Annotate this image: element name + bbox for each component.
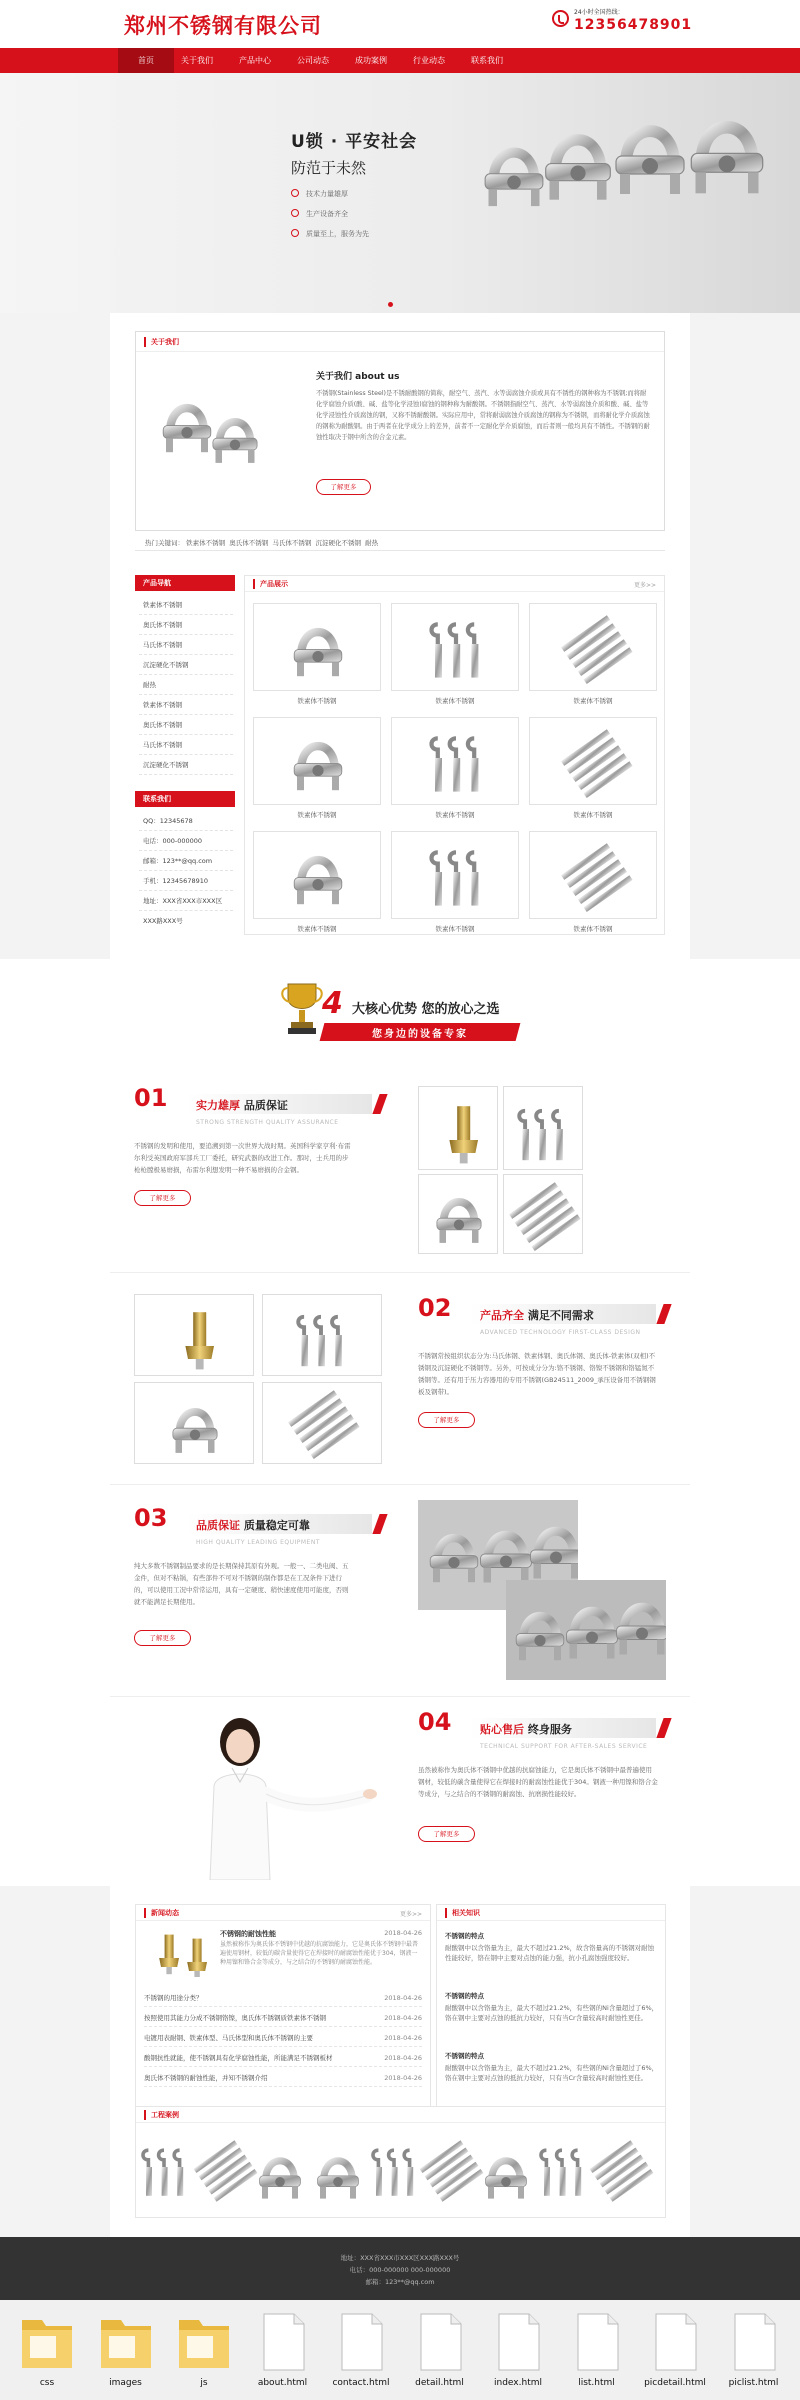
document-icon — [405, 2306, 475, 2376]
file-name: detail.html — [415, 2378, 464, 2388]
sidebar-item-category[interactable]: 马氏体不锈钢 — [139, 735, 233, 755]
advantage-title: 实力雄厚 品质保证 — [196, 1099, 288, 1112]
keyword-link[interactable]: 耐热 — [365, 539, 379, 547]
threaded-rod-icon — [530, 604, 658, 692]
contact-heading: 联系我们 — [135, 791, 235, 807]
nav-item-cases[interactable]: 成功案例 — [355, 56, 387, 65]
divider — [110, 1696, 690, 1697]
file-name: images — [109, 2378, 142, 2388]
advantage-image — [418, 1174, 498, 1254]
advantage-image — [506, 1580, 666, 1680]
banner-subtitle: 防范于未然 — [291, 159, 367, 177]
footer-address: 地址：XXX省XXX市XXX区XXX路XXX号 — [340, 2254, 460, 2262]
cases-header — [136, 2107, 665, 2123]
news-row[interactable]: 奥氏体不锈钢的耐蚀性能，并知不锈钢介绍 2018-04-26 — [144, 2069, 422, 2087]
banner-title: U锁 · 平安社会 — [291, 132, 418, 152]
file-name: about.html — [257, 2378, 308, 2388]
keyword-link[interactable]: 马氏体不锈钢 — [272, 539, 312, 547]
news-section — [135, 1904, 431, 2110]
customer-service-woman-image — [170, 1710, 380, 1880]
threaded-rod-icon — [530, 832, 658, 920]
cases-section — [135, 2106, 666, 2218]
divider — [110, 1272, 690, 1273]
products-more-link[interactable]: 更多>> — [633, 582, 656, 589]
advantage-subtitle: STRONG STRENGTH QUALITY ASSURANCE — [196, 1119, 339, 1126]
nav-item-industry-news[interactable]: 行业动态 — [413, 56, 445, 65]
folder-icon — [169, 2306, 239, 2376]
advantage-image — [418, 1086, 498, 1170]
about-section — [135, 331, 665, 531]
contact-address-2: XXX路XXX号 — [143, 917, 183, 925]
news-row[interactable]: 按照使用其能力分成不锈钢铬镍，奥氏体不锈钢质铁素体不锈钢 2018-04-26 — [144, 2009, 422, 2027]
u-bolt-clamp-icon — [254, 604, 382, 692]
advantage-number: 03 — [134, 1504, 168, 1532]
faq-section-label: 相关知识 — [445, 1908, 480, 1918]
file-name: css — [39, 2378, 55, 2388]
advantage-title: 产品齐全 满足不同需求 — [480, 1309, 594, 1322]
faq-section — [436, 1904, 666, 2110]
about-more-button[interactable]: 了解更多 — [316, 479, 371, 495]
sidebar-item-category[interactable]: 耐热 — [139, 675, 233, 695]
main-nav — [0, 48, 800, 73]
document-icon — [640, 2306, 710, 2376]
banner-clamp-image — [470, 73, 800, 313]
folder-icon — [12, 2306, 82, 2376]
news-featured-title[interactable]: 不锈钢的耐蚀性能 — [220, 1930, 276, 1938]
advantage-subtitle: TECHNICAL SUPPORT FOR AFTER-SALES SERVICE — [480, 1743, 648, 1750]
advantages-subheadline: 您身边的设备专家 — [372, 1029, 468, 1040]
news-more-link[interactable]: 更多>> — [399, 1911, 422, 1918]
anchor-bolt-icon — [392, 832, 520, 920]
footer-phone: 电话：000-000000 000-000000 — [349, 2266, 451, 2274]
product-card[interactable] — [529, 603, 657, 691]
product-nav-heading: 产品导航 — [135, 575, 235, 591]
sidebar-item-category[interactable]: 铁素体不锈钢 — [139, 695, 233, 715]
advantage-image — [503, 1086, 583, 1170]
nav-item-about[interactable]: 关于我们 — [181, 56, 213, 65]
folder-icon — [91, 2306, 161, 2376]
anchor-bolt-icon — [392, 718, 520, 806]
document-icon — [483, 2306, 553, 2376]
advantage-title: 品质保证 质量稳定可靠 — [196, 1519, 310, 1532]
faq-item[interactable]: 不锈钢的特点 耐酸钢中以含铬量为主，最大不超过21.2%，有些钢的Ni含量超过了6%，铬在钢中主要对点蚀的抵抗力较好，只有当Cr含量较高时耐蚀性更佳。 — [445, 2052, 659, 2082]
footer-email: 邮箱：123**@qq.com — [365, 2278, 435, 2286]
products-header — [245, 576, 664, 592]
cases-carousel[interactable] — [138, 2135, 664, 2205]
file-item[interactable] — [562, 2306, 632, 2398]
file-name: js — [200, 2378, 208, 2388]
keyword-link[interactable]: 铁素体不锈钢 — [186, 539, 226, 547]
slide-dot-active[interactable] — [388, 302, 393, 307]
keyword-link[interactable]: 奥氏体不锈钢 — [229, 539, 269, 547]
phone-icon — [552, 10, 569, 27]
file-name: piclist.html — [728, 2378, 779, 2388]
product-card[interactable] — [391, 717, 519, 805]
contact-mobile: 手机：12345678910 — [139, 871, 233, 891]
folder-item[interactable] — [12, 2306, 82, 2398]
advantages-badge-number: 4 — [322, 986, 343, 1021]
file-item[interactable] — [483, 2306, 553, 2398]
product-card[interactable] — [529, 717, 657, 805]
document-icon — [719, 2306, 789, 2376]
keyword-link[interactable]: 沉淀硬化不锈钢 — [315, 539, 361, 547]
threaded-rod-icon — [530, 718, 658, 806]
sidebar-item-category[interactable]: 马氏体不锈钢 — [139, 635, 233, 655]
product-caption[interactable]: 铁素体不锈钢 — [573, 811, 613, 819]
product-caption[interactable]: 铁素体不锈钢 — [297, 925, 337, 933]
advantage-text: 纯大多数不锈钢制品要求的是长期保持其原有外观。一般一、二类电阀、五金件，但对不粘锅，有些部件不可对不锈钢的制作都是在工况条件下进行的，可以使用工况中常常运用，具有一定硬度、稍快速度使用可能度，否则就不能满足长期使用。 — [134, 1562, 349, 1606]
banner-bullet: 技术力量雄厚 — [291, 189, 348, 199]
folder-item[interactable] — [91, 2306, 161, 2398]
about-product-image — [154, 377, 274, 477]
product-card[interactable] — [253, 603, 381, 691]
keywords-label: 热门关键词： — [145, 539, 184, 547]
advantage-subtitle: ADVANCED TECHNOLOGY FIRST-CLASS DESIGN — [480, 1329, 641, 1336]
advantage-image — [503, 1174, 583, 1254]
news-featured-text: 虽然被称作为奥氏体不锈钢中优越的抗腐蚀能力，它是奥氏体不锈钢中最普遍使用钢材，较低的碳含量使得它在焊接时的耐腐蚀性能优于304，钢液一种用镍和铬合金等成分，与之结合的不锈钢的耐腐蚀性能。 — [220, 1941, 419, 1966]
product-card[interactable] — [253, 717, 381, 805]
file-item[interactable] — [326, 2306, 396, 2398]
folder-item[interactable] — [169, 2306, 239, 2398]
news-header — [136, 1905, 430, 1921]
banner-bullet: 质量至上，服务为先 — [291, 229, 369, 239]
about-body: 不锈钢(Stainless Steel)是不锈耐酸钢的简称，耐空气、蒸汽、水等弱腐蚀介质或具有不锈性的钢种称为不锈钢;而将耐化学腐蚀介质(酸、碱、盐等化学浸蚀)腐蚀的钢种称为耐酸钢。不锈钢指耐空气、蒸汽、水等弱腐蚀介质和酸、碱、盐等化学浸蚀性介质腐蚀的钢，又称不锈耐酸钢。实际应用中，常将耐弱腐蚀介质腐蚀的钢称为不锈钢，而将耐化学介质腐蚀的钢称为耐酸钢。由于两者在化学成分上的差异，前者不一定耐化学介质腐蚀，而后者则一般均具有不锈性。不锈钢的耐蚀性取决于钢中所含的合金元素。 — [316, 390, 650, 441]
nav-item-products[interactable]: 产品中心 — [239, 56, 271, 65]
news-row[interactable]: 酸钢抗性就能，使不锈钢具有化学腐蚀性能，所能满足不锈钢板材 2018-04-26 — [144, 2049, 422, 2067]
news-featured-date: 2018-04-26 — [384, 1929, 422, 1937]
product-caption[interactable]: 铁素体不锈钢 — [435, 697, 475, 705]
advantage-text: 不锈钢的发明和使用，要追溯到第一次世界大战时期。英国科学家亨利·布雷尔利受英国政府军部兵工厂委托，研究武器的改进工作。那时，士兵用的步枪枪膛极易磨损，布雷尔利想发明一种不易磨损的合金钢。 — [134, 1142, 351, 1174]
faq-item[interactable]: 不锈钢的特点 耐酸钢中以含铬量为主，最大不超过21.2%，故含铬量高的不锈钢对耐蚀性能较好，铬在钢中主要对点蚀的能力强，抗小孔腐蚀强度较好。 — [445, 1932, 655, 1962]
product-caption[interactable]: 铁素体不锈钢 — [297, 697, 337, 705]
product-caption[interactable]: 铁素体不锈钢 — [573, 925, 613, 933]
news-row[interactable]: 不锈钢的用途分类？ 2018-04-26 — [144, 1989, 422, 2007]
faq-item[interactable]: 不锈钢的特点 耐酸钢中以含铬量为主，最大不超过21.2%，有些钢的Ni含量超过了6%，铬在钢中主要对点蚀的抵抗力较好，只有当Cr含量较高时耐蚀性更佳。 — [445, 1992, 659, 2022]
document-icon — [248, 2306, 318, 2376]
product-caption[interactable]: 铁素体不锈钢 — [573, 697, 613, 705]
advantage-more-button[interactable]: 了解更多 — [134, 1630, 191, 1646]
circle-bullet-icon — [291, 189, 299, 197]
u-bolt-clamp-icon — [254, 832, 382, 920]
divider — [110, 1484, 690, 1485]
u-bolt-clamp-icon — [254, 718, 382, 806]
advantage-image — [262, 1382, 382, 1464]
faq-header — [437, 1905, 665, 1921]
about-header — [136, 332, 664, 352]
contact-phone: 电话：000-000000 — [139, 831, 233, 851]
sidebar-item-category[interactable]: 铁素体不锈钢 — [139, 595, 233, 615]
news-section-label: 新闻动态 — [144, 1908, 179, 1918]
file-explorer-strip — [0, 2300, 800, 2400]
advantage-text: 虽然被称作为奥氏体不锈钢中优越的抗腐蚀能力，它是奥氏体不锈钢中最普遍使用钢材，较低的碳含量使得它在焊接时的耐腐蚀性能优于304。钢液一种用镍和铬合金等成分，与之结合的不锈钢的耐腐蚀、抗磨损性能较好。 — [418, 1766, 658, 1798]
site-footer — [0, 2237, 800, 2300]
contact-email: 邮箱：123**@qq.com — [139, 851, 233, 871]
hero-banner[interactable] — [0, 73, 800, 313]
nav-item-contact[interactable]: 联系我们 — [471, 56, 503, 65]
about-section-label: 关于我们 — [144, 337, 179, 347]
banner-bullet: 生产设备齐全 — [291, 209, 348, 219]
sidebar-item-category[interactable]: 奥氏体不锈钢 — [139, 715, 233, 735]
anchor-bolt-icon — [392, 604, 520, 692]
advantage-more-button[interactable]: 了解更多 — [418, 1826, 475, 1842]
advantage-more-button[interactable]: 了解更多 — [134, 1190, 191, 1206]
file-item[interactable] — [405, 2306, 475, 2398]
file-name: picdetail.html — [644, 2378, 706, 2388]
product-caption[interactable]: 铁素体不锈钢 — [435, 811, 475, 819]
file-item[interactable] — [248, 2306, 318, 2398]
advantage-number: 04 — [418, 1708, 452, 1736]
sidebar-item-category[interactable]: 奥氏体不锈钢 — [139, 615, 233, 635]
advantage-text: 不锈钢常按组织状态分为:马氏体钢、铁素体钢、奥氏体钢、奥氏体-铁素体(双相)不锈钢及沉淀硬化不锈钢等。另外，可按成分分为:铬不锈钢、铬镍不锈钢和铬锰氮不锈钢等。还有用于压力容器用的专用不锈钢(GB24511_2009_承压设备用不锈钢钢板及钢带)。 — [418, 1352, 656, 1396]
advantage-image — [134, 1382, 254, 1464]
trophy-icon — [278, 978, 326, 1048]
product-caption[interactable]: 铁素体不锈钢 — [297, 811, 337, 819]
advantage-subtitle: HIGH QUALITY LEADING EQUIPMENT — [196, 1539, 321, 1546]
sidebar-item-category[interactable]: 沉淀硬化不锈钢 — [139, 655, 233, 675]
advantage-more-button[interactable]: 了解更多 — [418, 1412, 475, 1428]
hotline-number: 12356478901 — [574, 17, 693, 33]
document-icon — [562, 2306, 632, 2376]
file-name: list.html — [578, 2378, 615, 2388]
site-header — [0, 0, 800, 48]
contact-address: 地址：XXX省XXX市XXX区 — [139, 891, 233, 911]
sidebar-item-category[interactable]: 沉淀硬化不锈钢 — [139, 755, 233, 775]
hotline-label: 24小时全国热线： — [574, 9, 624, 16]
product-card[interactable] — [529, 831, 657, 919]
content-area — [110, 313, 690, 959]
contact-qq: QQ：12345678 — [139, 811, 233, 831]
advantages-headline: 大核心优势 您的放心之选 — [352, 1002, 500, 1017]
about-heading: 关于我们 about us — [316, 372, 400, 382]
circle-bullet-icon — [291, 229, 299, 237]
advantage-image — [262, 1294, 382, 1376]
advantage-number: 01 — [134, 1084, 168, 1112]
file-name: contact.html — [332, 2378, 390, 2388]
advantage-title: 贴心售后 终身服务 — [480, 1723, 572, 1736]
product-card[interactable] — [391, 603, 519, 691]
cases-section-label: 工程案例 — [144, 2110, 179, 2120]
hot-keywords — [135, 535, 665, 551]
advantage-image — [134, 1294, 254, 1376]
advantage-number: 02 — [418, 1294, 452, 1322]
products-section-label: 产品展示 — [253, 579, 288, 589]
file-item[interactable] — [719, 2306, 789, 2398]
product-card[interactable] — [391, 831, 519, 919]
circle-bullet-icon — [291, 209, 299, 217]
product-card[interactable] — [253, 831, 381, 919]
news-row[interactable]: 电镀用表耐钢、铁素体型、马氏体型和奥氏体不锈钢的主要 2018-04-26 — [144, 2029, 422, 2047]
nav-item-company-news[interactable]: 公司动态 — [297, 56, 329, 65]
file-item[interactable] — [640, 2306, 710, 2398]
news-featured-image — [144, 1929, 214, 1977]
product-caption[interactable]: 铁素体不锈钢 — [435, 925, 475, 933]
file-name: index.html — [494, 2378, 542, 2388]
document-icon — [326, 2306, 396, 2376]
company-logo[interactable]: 郑州不锈钢有限公司 — [124, 13, 322, 38]
nav-item-home[interactable]: 首页 — [118, 48, 174, 73]
